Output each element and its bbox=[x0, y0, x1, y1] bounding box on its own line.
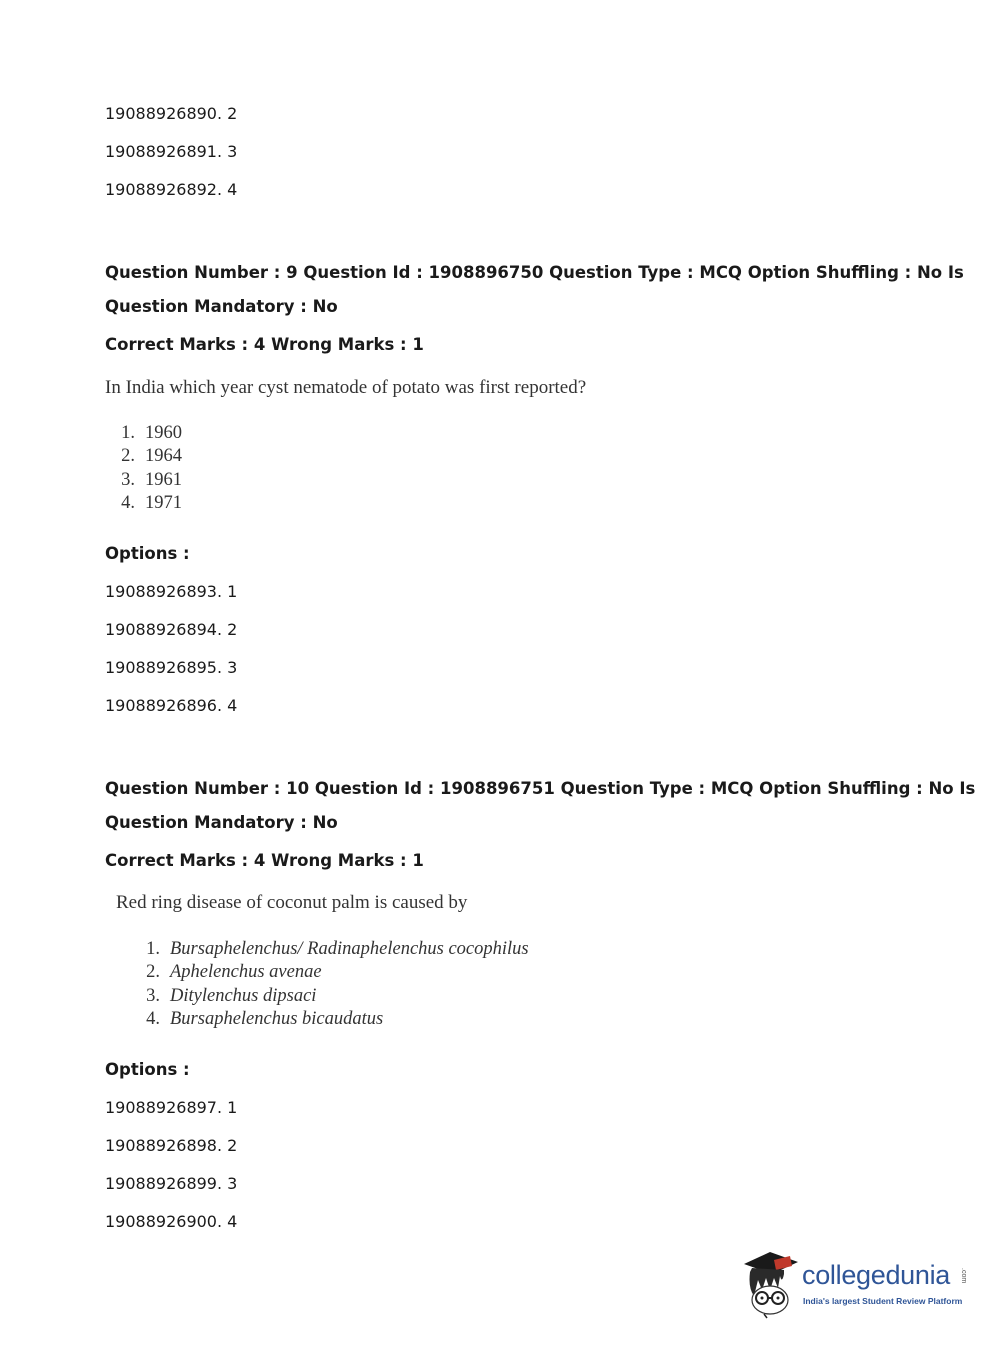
option-line: 19088926892. 4 bbox=[105, 180, 238, 199]
options-label: Options : bbox=[105, 544, 190, 563]
question-text: In India which year cyst nematode of potato was first reported? bbox=[105, 377, 587, 398]
logo-wordmark: collegedunia bbox=[802, 1260, 951, 1290]
question-header-cont: Question Mandatory : No bbox=[105, 813, 338, 832]
option-line: 19088926893. 1 bbox=[105, 582, 238, 601]
choice-item: 3. 1961 bbox=[121, 469, 182, 490]
option-line: 19088926896. 4 bbox=[105, 696, 238, 715]
choice-item: 4. 1971 bbox=[121, 492, 182, 513]
collegedunia-logo bbox=[740, 1250, 970, 1320]
marks-line: Correct Marks : 4 Wrong Marks : 1 bbox=[105, 335, 424, 354]
option-line: 19088926890. 2 bbox=[105, 104, 238, 123]
choice-item: 2. 1964 bbox=[121, 446, 182, 467]
question-header-cont: Question Mandatory : No bbox=[105, 297, 338, 316]
option-line: 19088926897. 1 bbox=[105, 1098, 238, 1117]
choice-item: 1. Bursaphelenchus/ Radinaphelenchus cocophilus bbox=[146, 939, 529, 959]
question-header: Question Number : 9 Question Id : 1908896750 Question Type : MCQ Option Shuffling : No Is bbox=[105, 263, 964, 282]
option-line: 19088926895. 3 bbox=[105, 658, 238, 677]
choice-item: 3. Ditylenchus dipsaci bbox=[146, 985, 317, 1006]
option-line: 19088926899. 3 bbox=[105, 1174, 238, 1193]
choice-item: 4. Bursaphelenchus bicaudatus bbox=[146, 1008, 384, 1029]
choice-list bbox=[107, 422, 182, 515]
mascot-icon bbox=[740, 1250, 802, 1320]
question-text: Red ring disease of coconut palm is caused by bbox=[116, 892, 468, 913]
option-line: 19088926900. 4 bbox=[105, 1212, 238, 1231]
marks-line: Correct Marks : 4 Wrong Marks : 1 bbox=[105, 851, 424, 870]
question-header: Question Number : 10 Question Id : 1908896751 Question Type : MCQ Option Shuffling : No Is bbox=[105, 779, 976, 798]
choice-item: 1. 1960 bbox=[121, 423, 182, 443]
option-line: 19088926891. 3 bbox=[105, 142, 238, 161]
choice-list bbox=[132, 938, 529, 1031]
options-label: Options : bbox=[105, 1060, 190, 1079]
logo-tagline: India's largest Student Review Platform bbox=[803, 1296, 963, 1306]
choice-item: 2. Aphelenchus avenae bbox=[146, 962, 322, 983]
logo-suffix: .com bbox=[960, 1268, 967, 1284]
option-line: 19088926898. 2 bbox=[105, 1136, 238, 1155]
option-line: 19088926894. 2 bbox=[105, 620, 238, 639]
